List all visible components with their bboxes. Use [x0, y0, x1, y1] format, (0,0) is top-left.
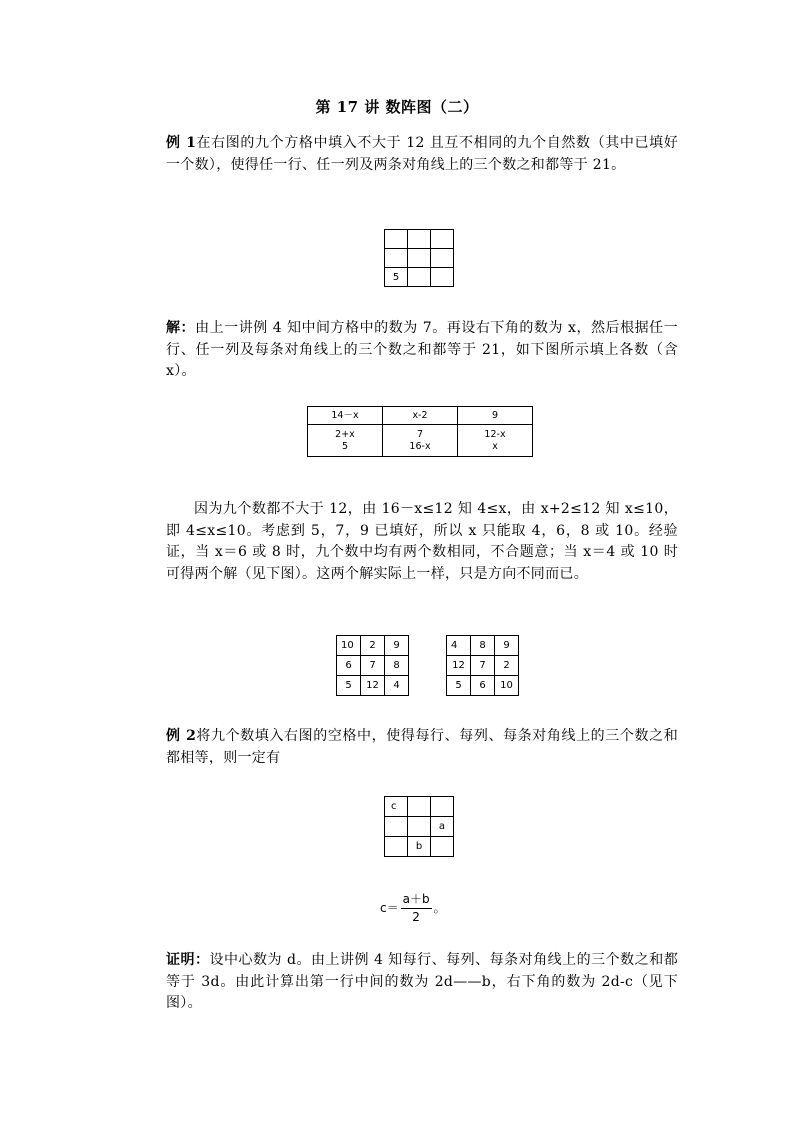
- grid-cell: c: [385, 797, 408, 817]
- grid-cell: 6: [337, 656, 361, 676]
- solution-paragraph: [166, 318, 678, 383]
- example-2-text: 将九个数填入右图的空格中，使得每行、每列、每条对角线上的三个数之和都相等，则一定有: [166, 728, 678, 766]
- solution-label: 解：: [166, 320, 196, 336]
- formula-lhs: c＝: [380, 900, 399, 915]
- grid-cell: 7: [471, 656, 495, 676]
- proof-paragraph: [166, 950, 678, 1015]
- grid-cell: b: [408, 837, 431, 857]
- page-title: 第 17 讲 数阵图（二）: [315, 98, 479, 116]
- grid-cell: 10: [495, 676, 519, 696]
- solution-text: 由上一讲例 4 知中间方格中的数为 7。再设右下角的数为 x，然后根据任一行、任一列及每条对角线上的三个数之和都等于 21，如下图所示填上各数（含 x）。: [166, 320, 678, 379]
- grid-cell: 2: [495, 656, 519, 676]
- fraction-numerator: a＋b: [401, 890, 432, 909]
- example-2-grid: [384, 796, 454, 857]
- grid-cell: 8: [385, 656, 409, 676]
- table-cell: 14－x: [308, 407, 383, 425]
- grid-cell: 4: [447, 636, 471, 656]
- table-cell: 7: [416, 428, 424, 440]
- proof-text: 设中心数为 d。由上讲例 4 知每行、每列、每条对角线上的三个数之和都等于 3d。由此计算出第一行中间的数为 2d——b，右下角的数为 2d-c（见下图）。: [166, 952, 678, 1011]
- table-cell: x: [492, 440, 498, 452]
- example-1-grid: [384, 229, 454, 287]
- table-cell: 16-x: [409, 440, 431, 452]
- table-cell: 5: [341, 440, 349, 452]
- fraction: [401, 890, 432, 924]
- grid-cell: [431, 268, 454, 287]
- grid-cell: [385, 230, 408, 249]
- formula-suffix: 。: [433, 900, 446, 915]
- table-cell: x-2: [383, 407, 458, 425]
- proof-label: 证明：: [166, 952, 210, 968]
- grid-cell: 5: [337, 676, 361, 696]
- grid-cell: [431, 797, 454, 817]
- example-2-label: 例 2: [166, 728, 197, 744]
- grid-cell: 6: [471, 676, 495, 696]
- solution-grid-right: [446, 635, 519, 696]
- solution-expression-table: [307, 406, 533, 457]
- grid-cell: 8: [471, 636, 495, 656]
- grid-cell: [385, 249, 408, 268]
- grid-cell: [408, 249, 431, 268]
- example-2-paragraph: [166, 726, 678, 769]
- grid-cell: [431, 230, 454, 249]
- solution-grid-left: [336, 635, 409, 696]
- grid-cell: 5: [385, 268, 408, 287]
- grid-cell: [385, 837, 408, 857]
- grid-cell: 12: [447, 656, 471, 676]
- grid-cell: 7: [361, 656, 385, 676]
- table-cell-stacked: [458, 425, 533, 457]
- grid-cell: 9: [385, 636, 409, 656]
- grid-cell: 4: [385, 676, 409, 696]
- reasoning-paragraph: 因为九个数都不大于 12，由 16－x≤12 知 4≤x，由 x+2≤12 知 x≤10，即 4≤x≤10。考虑到 5，7，9 已填好，所以 x 只能取 4，6，8 或 10。经验证，当 x＝6 或 8 时，九个数中均有两个数相同，不合题意；当 x＝4 或 10 时可得两个解（见下图）。这两个解实际上一样，只是方向不同而已。: [166, 501, 678, 582]
- table-cell: 2+x: [335, 428, 355, 440]
- table-cell-stacked: [308, 425, 383, 457]
- fraction-denominator: 2: [412, 910, 420, 924]
- grid-cell: [408, 268, 431, 287]
- grid-cell: 10: [337, 636, 361, 656]
- grid-cell: [408, 797, 431, 817]
- example-1-paragraph: [166, 133, 678, 176]
- grid-cell: [408, 817, 431, 837]
- grid-cell: 2: [361, 636, 385, 656]
- grid-cell: [385, 817, 408, 837]
- grid-cell: [408, 230, 431, 249]
- grid-cell: 12: [361, 676, 385, 696]
- table-cell: 12-x: [484, 428, 506, 440]
- table-cell: 9: [458, 407, 533, 425]
- example-1-label: 例 1: [166, 135, 197, 151]
- grid-cell: 5: [447, 676, 471, 696]
- formula: [380, 890, 446, 924]
- grid-cell: [431, 249, 454, 268]
- table-cell-stacked: [383, 425, 458, 457]
- grid-cell: [431, 837, 454, 857]
- grid-cell: 9: [495, 636, 519, 656]
- example-1-text: 在右图的九个方格中填入不大于 12 且互不相同的九个自然数（其中已填好一个数），使得任一行、任一列及两条对角线上的三个数之和都等于 21。: [166, 135, 679, 173]
- grid-cell: a: [431, 817, 454, 837]
